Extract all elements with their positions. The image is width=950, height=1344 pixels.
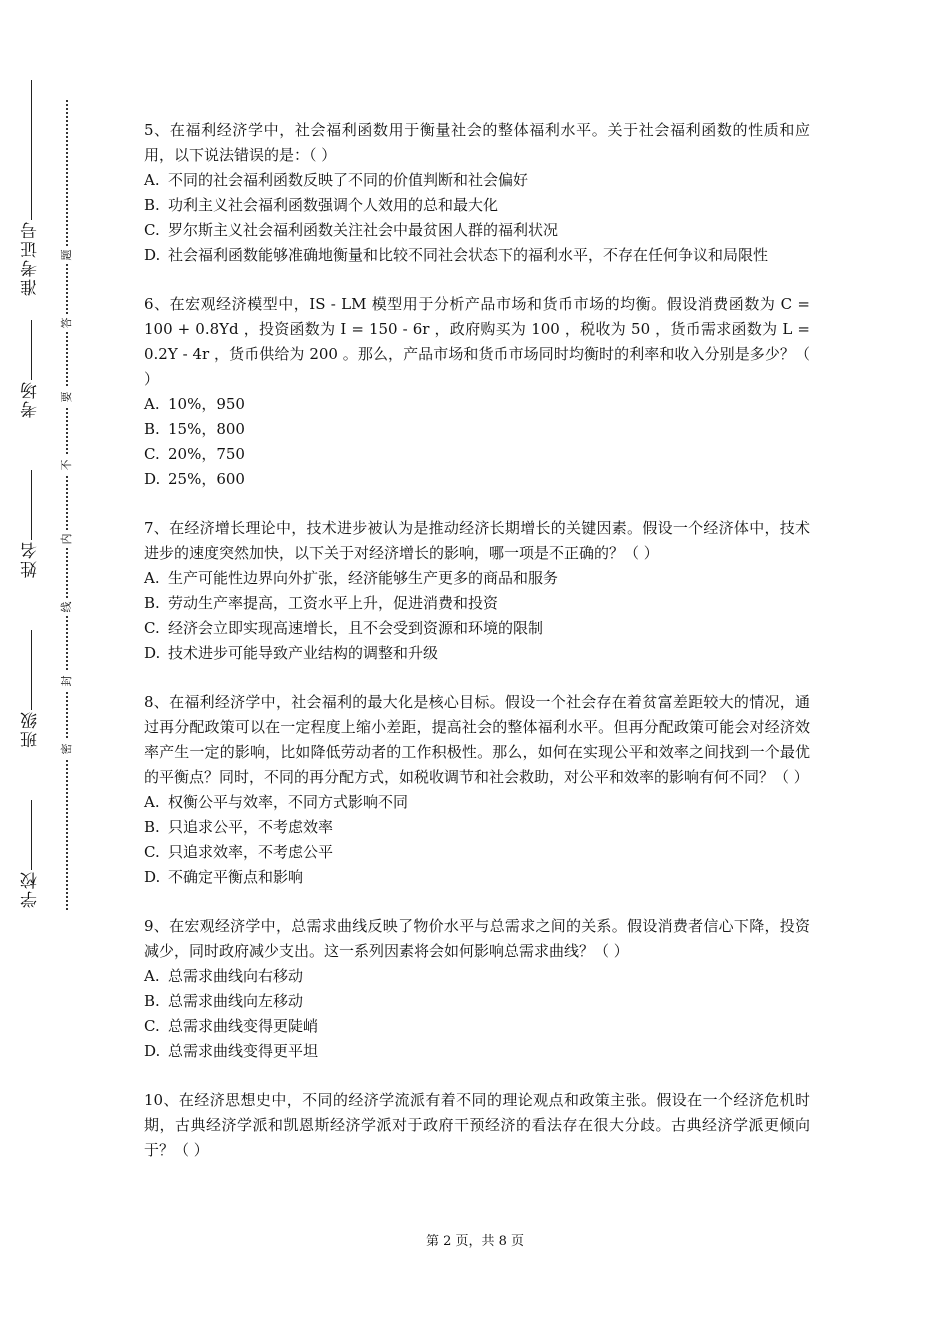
- option-letter: C.: [144, 1017, 160, 1035]
- question-number: 10、: [144, 1091, 179, 1109]
- seal-char: 答: [60, 314, 74, 332]
- option-text: 权衡公平与效率，不同方式影响不同: [168, 793, 409, 811]
- question-text: [144, 690, 810, 790]
- option-letter: A.: [144, 793, 160, 811]
- option-text: 罗尔斯主义社会福利函数关注社会中最贫困人群的福利状况: [168, 221, 559, 239]
- page-footer: 第 2 页，共 8 页: [425, 1234, 525, 1249]
- option-text: 总需求曲线向右移动: [168, 967, 304, 985]
- option-c[interactable]: [144, 840, 810, 865]
- option-text: 不确定平衡点和影响: [168, 868, 304, 886]
- option-d[interactable]: [144, 641, 810, 666]
- option-a[interactable]: [144, 392, 810, 417]
- option-b[interactable]: [144, 815, 810, 840]
- question-stem: 在福利经济学中，社会福利的最大化是核心目标。假设一个社会存在着贫富差距较大的情况，通过再分配政策可以在一定程度上缩小差距，提高社会的整体福利水平。但再分配政策可能会对经济效率产生一定的影响，比如降低劳动者的工作积极性。那么，如何在实现公平和效率之间找到一个最优的平衡点？同时，不同的再分配方式，如税收调节和社会救助，对公平和效率的影响有何不同？（ ）: [144, 693, 810, 786]
- option-a[interactable]: [144, 566, 810, 591]
- option-text: 总需求曲线向左移动: [168, 992, 304, 1010]
- option-letter: D.: [144, 1042, 161, 1060]
- seal-char: 线: [60, 598, 74, 616]
- option-text: 不同的社会福利函数反映了不同的价值判断和社会偏好: [168, 171, 529, 189]
- option-text: 25%，600: [168, 470, 245, 488]
- seal-char: 密: [60, 740, 74, 758]
- question-6: [144, 292, 810, 492]
- question-9: [144, 914, 810, 1064]
- option-text: 15%，800: [168, 420, 245, 438]
- option-letter: B.: [144, 992, 160, 1010]
- option-d[interactable]: [144, 865, 810, 890]
- question-text: [144, 516, 810, 566]
- question-5: [144, 118, 810, 268]
- option-letter: B.: [144, 420, 160, 438]
- option-letter: A.: [144, 967, 160, 985]
- seal-char: 内: [60, 530, 74, 548]
- seal-char: 不: [60, 456, 74, 474]
- option-text: 总需求曲线变得更平坦: [168, 1042, 319, 1060]
- option-letter: D.: [144, 246, 161, 264]
- label-exam-id-text: 准考证号: [21, 220, 41, 296]
- option-letter: B.: [144, 196, 160, 214]
- question-10: [144, 1088, 810, 1163]
- option-letter: C.: [144, 221, 160, 239]
- option-text: 20%，750: [168, 445, 245, 463]
- question-stem: 在福利经济学中，社会福利函数用于衡量社会的整体福利水平。关于社会福利函数的性质和应用，以下说法错误的是：（ ）: [144, 121, 810, 164]
- option-text: 功利主义社会福利函数强调个人效用的总和最大化: [168, 196, 499, 214]
- option-d[interactable]: [144, 467, 810, 492]
- label-class: [8, 630, 54, 748]
- question-stem: 在宏观经济模型中，IS - LM 模型用于分析产品市场和货币市场的均衡。假设消费函数为 C = 100 + 0.8Yd ，投资函数为 I = 150 - 6r ，政府购买为 100 ，税收为 50 ，货币需求函数为 L = 0.2Y - 4r ，货币供给为 200 。那么，产品市场和货币市场同时均衡时的利率和收入分别是多少？（ ）: [144, 295, 810, 388]
- seal-chars: [58, 100, 76, 910]
- label-exam-room-text: 考场: [21, 380, 41, 418]
- option-d[interactable]: [144, 243, 810, 268]
- label-school: [8, 800, 54, 908]
- option-letter: D.: [144, 868, 161, 886]
- option-a[interactable]: [144, 964, 810, 989]
- option-letter: A.: [144, 395, 160, 413]
- question-stem: 在经济增长理论中，技术进步被认为是推动经济长期增长的关键因素。假设一个经济体中，技术进步的速度突然加快，以下关于对经济增长的影响，哪一项是不正确的？（ ）: [144, 519, 810, 562]
- option-letter: A.: [144, 569, 160, 587]
- option-c[interactable]: [144, 442, 810, 467]
- option-b[interactable]: [144, 193, 810, 218]
- option-b[interactable]: [144, 591, 810, 616]
- seal-char: 要: [60, 388, 74, 406]
- question-stem: 在宏观经济学中，总需求曲线反映了物价水平与总需求之间的关系。假设消费者信心下降，投资减少，同时政府减少支出。这一系列因素将会如何影响总需求曲线？（ ）: [144, 917, 810, 960]
- seal-char: 题: [60, 246, 74, 264]
- option-letter: D.: [144, 470, 161, 488]
- option-c[interactable]: [144, 1014, 810, 1039]
- option-c[interactable]: [144, 616, 810, 641]
- binding-margin: [8, 80, 54, 940]
- question-7: [144, 516, 810, 666]
- option-letter: B.: [144, 818, 160, 836]
- option-c[interactable]: [144, 218, 810, 243]
- option-text: 10%，950: [168, 395, 245, 413]
- option-a[interactable]: [144, 168, 810, 193]
- label-name: [8, 470, 54, 578]
- option-text: 劳动生产率提高，工资水平上升，促进消费和投资: [168, 594, 499, 612]
- label-school-text: 学校: [21, 870, 41, 908]
- label-class-text: 班级: [21, 710, 41, 748]
- label-exam-room: [8, 320, 54, 418]
- option-letter: B.: [144, 594, 160, 612]
- option-b[interactable]: [144, 989, 810, 1014]
- question-number: 8、: [144, 693, 170, 711]
- option-text: 只追求效率，不考虑公平: [168, 843, 334, 861]
- seal-char: 封: [60, 672, 74, 690]
- option-text: 技术进步可能导致产业结构的调整和升级: [168, 644, 439, 662]
- option-letter: A.: [144, 171, 160, 189]
- option-letter: D.: [144, 644, 161, 662]
- option-text: 总需求曲线变得更陡峭: [168, 1017, 319, 1035]
- question-number: 6、: [144, 295, 170, 313]
- option-text: 经济会立即实现高速增长，且不会受到资源和环境的限制: [168, 619, 544, 637]
- question-text: [144, 118, 810, 168]
- option-text: 生产可能性边界向外扩张，经济能够生产更多的商品和服务: [168, 569, 559, 587]
- option-letter: C.: [144, 843, 160, 861]
- question-list: [144, 118, 810, 1187]
- option-text: 只追求公平，不考虑效率: [168, 818, 334, 836]
- question-text: [144, 292, 810, 392]
- question-number: 5、: [144, 121, 170, 139]
- question-text: [144, 914, 810, 964]
- label-name-text: 姓名: [21, 540, 41, 578]
- option-text: 社会福利函数能够准确地衡量和比较不同社会状态下的福利水平，不存在任何争议和局限性: [168, 246, 769, 264]
- question-number: 9、: [144, 917, 170, 935]
- option-letter: C.: [144, 619, 160, 637]
- option-letter: C.: [144, 445, 160, 463]
- question-text: [144, 1088, 810, 1163]
- option-d[interactable]: [144, 1039, 810, 1064]
- question-number: 7、: [144, 519, 170, 537]
- question-8: [144, 690, 810, 890]
- option-a[interactable]: [144, 790, 810, 815]
- label-exam-id: [8, 80, 54, 296]
- question-stem: 在经济思想史中，不同的经济学流派有着不同的理论观点和政策主张。假设在一个经济危机时期，古典经济学派和凯恩斯经济学派对于政府干预经济的看法存在很大分歧。古典经济学派更倾向于？（ ）: [144, 1091, 810, 1159]
- option-b[interactable]: [144, 417, 810, 442]
